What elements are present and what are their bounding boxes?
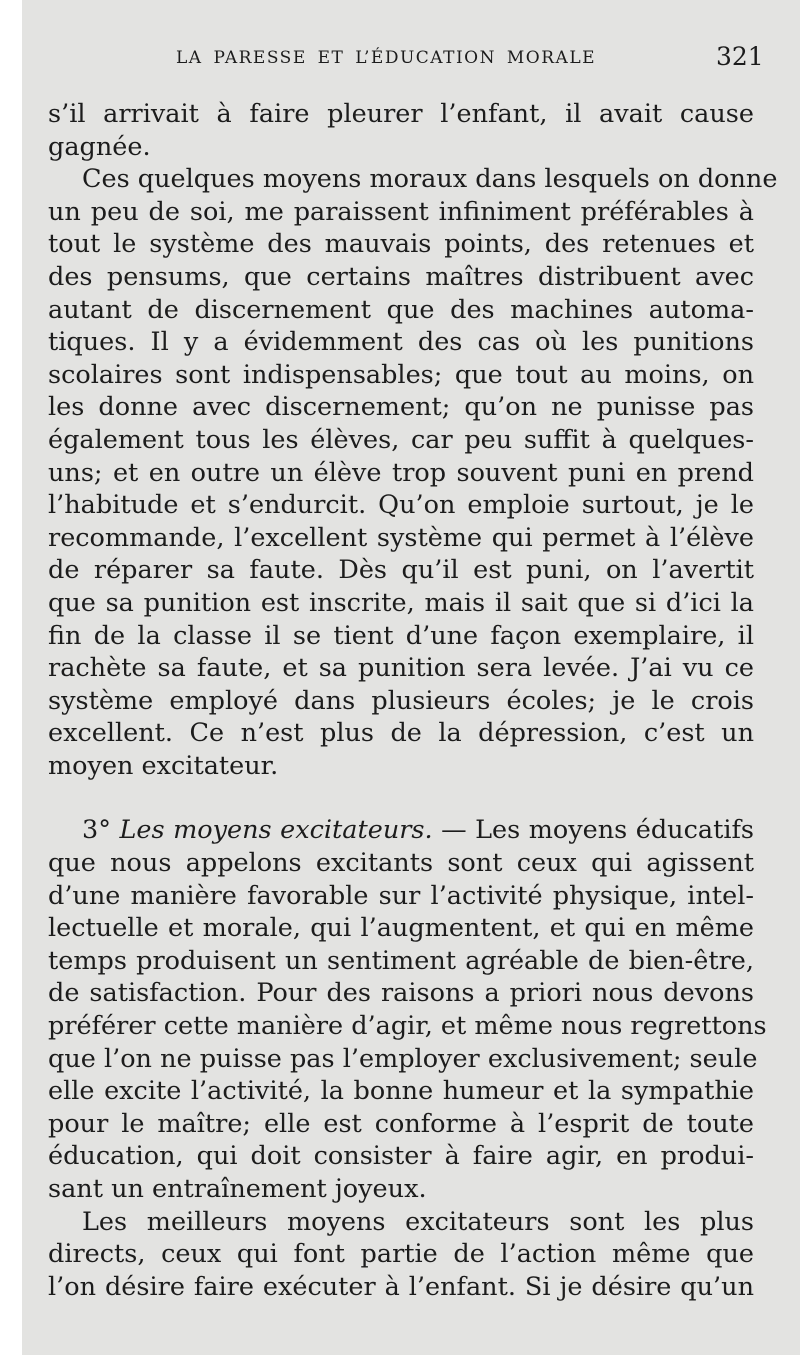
body-text	[48, 98, 778, 1303]
text-line: un peu de soi, me paraissent infiniment préférables à	[48, 196, 754, 227]
text-line: sant un entraînement joyeux.	[48, 1174, 427, 1204]
running-head: LA PARESSE ET L’ÉDUCATION MORALE	[176, 48, 597, 68]
text-line: scolaires sont indispensables; que tout au moins, on	[48, 359, 754, 390]
text-line: de réparer sa faute. Dès qu’il est puni, on l’avertit	[48, 555, 754, 586]
section-lead-line	[48, 814, 754, 847]
text-line: elle excite l’activité, la bonne humeur et la sympathie	[48, 1076, 754, 1107]
text-line: également tous les élèves, car peu suffit à quelques-	[48, 424, 754, 455]
text-line: de satisfaction. Pour des raisons a priori nous devons	[48, 978, 754, 1009]
text-line: que sa punition est inscrite, mais il sait que si d’ici la	[48, 587, 754, 618]
text-line: excellent. Ce n’est plus de la dépression, c’est un	[48, 718, 754, 749]
paragraph-3	[48, 814, 767, 1205]
section-number: 3°	[82, 815, 111, 846]
text-line: que l’on ne puisse pas l’employer exclusivement; seule	[48, 1043, 758, 1074]
text-line: que nous appelons excitants sont ceux qui agissent	[48, 848, 754, 879]
page-header	[0, 42, 800, 82]
section-title: Les moyens excitateurs.	[119, 815, 433, 846]
paragraph-4	[48, 1206, 754, 1304]
text-line: préférer cette manière d’agir, et même nous regrettons	[48, 1011, 767, 1042]
text-line: tout le système des mauvais points, des retenues et	[48, 229, 754, 260]
text-line: tiques. Il y a évidemment des cas où les punitions	[48, 327, 754, 358]
text-line: l’habitude et s’endurcit. Qu’on emploie surtout, je le	[48, 490, 754, 521]
text-line: système employé dans plusieurs écoles; je le crois	[48, 685, 754, 716]
text-line: autant de discernement que des machines automa-	[48, 294, 754, 325]
text-line: lectuelle et morale, qui l’augmentent, et qui en même	[48, 913, 754, 944]
text-line: temps produisent un sentiment agréable de bien-être,	[48, 945, 754, 976]
page-number: 321	[716, 42, 764, 71]
text-line: éducation, qui doit consister à faire agir, en produi-	[48, 1141, 754, 1172]
text-line: des pensums, que certains maîtres distribuent avec	[48, 261, 754, 292]
text-line: moyen excitateur.	[48, 750, 279, 781]
text-line: les donne avec discernement; qu’on ne punisse pas	[48, 392, 754, 423]
text-line: Les meilleurs moyens excitateurs sont les plus	[82, 1206, 754, 1237]
text-line: pour le maître; elle est conforme à l’esprit de toute	[48, 1108, 754, 1139]
text-line: recommande, l’excellent système qui permet à l’élève	[48, 522, 754, 553]
text-line: uns; et en outre un élève trop souvent puni en prend	[48, 457, 754, 488]
section-lead-text: — Les moyens éducatifs	[441, 815, 754, 846]
text-line: d’une manière favorable sur l’activité physique, intel-	[48, 880, 754, 911]
scan-margin	[0, 0, 22, 1355]
text-line: fin de la classe il se tient d’une façon exemplaire, il	[48, 620, 754, 651]
paragraph-1	[48, 98, 754, 163]
text-line: Ces quelques moyens moraux dans lesquels on donne	[82, 164, 778, 195]
text-line: s’il arrivait à faire pleurer l’enfant, il avait cause	[48, 99, 754, 129]
text-line: directs, ceux qui font partie de l’action même que	[48, 1239, 754, 1270]
text-line: rachète sa faute, et sa punition sera levée. J’ai vu ce	[48, 653, 754, 684]
paragraph-2	[48, 163, 778, 782]
section-spacer	[48, 782, 754, 814]
text-line: gagnée.	[48, 131, 151, 162]
text-line: l’on désire faire exécuter à l’enfant. Si je désire qu’un	[48, 1271, 754, 1302]
